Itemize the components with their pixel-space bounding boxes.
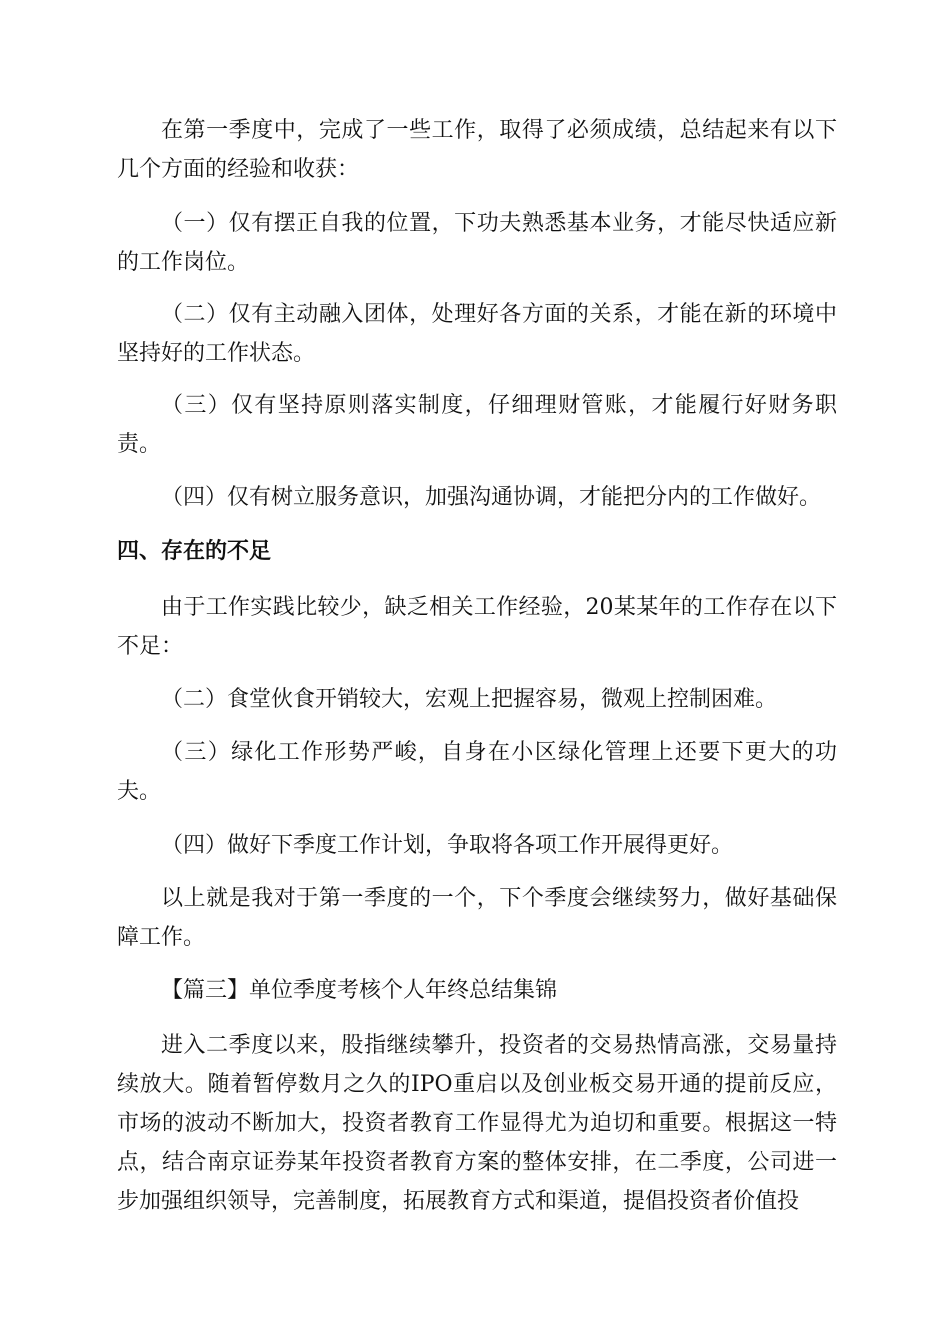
paragraph-second-quarter: 进入二季度以来，股指继续攀升，投资者的交易热情高涨，交易量持续放大。随着暂停数月之久的IPO重启以及创业板交易开通的提前反应，市场的波动不断加大，投资者教育工作显得尤为迫切和重要。根据这一特点，结合南京证券某年投资者教育方案的整体安排，在二季度，公司进一步加强组织领导，完善制度，拓展教育方式和渠道，提倡投资者价值投 — [117, 1033, 837, 1214]
section-heading-shortcomings: 四、存在的不足 — [117, 539, 272, 564]
paragraph-conclusion: 以上就是我对于第一季度的一个，下个季度会继续努力，做好基础保障工作。 — [117, 886, 837, 950]
paragraph-item-3: （三）仅有坚持原则落实制度，仔细理财管账，才能履行好财务职责。 — [117, 393, 837, 457]
paragraph-item-1: （一）仅有摆正自我的位置，下功夫熟悉基本业务，才能尽快适应新的工作岗位。 — [117, 211, 837, 275]
paragraph-shortcoming-2: （二）食堂伙食开销较大，宏观上把握容易，微观上控制困难。 — [161, 687, 778, 712]
paragraph-shortcoming-3: （三）绿化工作形势严峻，自身在小区绿化管理上还要下更大的功夫。 — [117, 740, 837, 804]
paragraph-chapter-title: 【篇三】单位季度考核个人年终总结集锦 — [161, 978, 558, 1003]
paragraph-item-2: （二）仅有主动融入团体，处理好各方面的关系，才能在新的环境中坚持好的工作状态。 — [117, 302, 837, 366]
paragraph-item-4: （四）仅有树立服务意识，加强沟通协调，才能把分内的工作做好。 — [161, 485, 822, 510]
paragraph-summary-intro: 在第一季度中，完成了一些工作，取得了必须成绩，总结起来有以下几个方面的经验和收获： — [117, 118, 837, 182]
paragraph-shortcoming-4: （四）做好下季度工作计划，争取将各项工作开展得更好。 — [161, 833, 734, 858]
paragraph-shortcomings-intro: 由于工作实践比较少，缺乏相关工作经验，20某某年的工作存在以下不足： — [117, 595, 837, 659]
